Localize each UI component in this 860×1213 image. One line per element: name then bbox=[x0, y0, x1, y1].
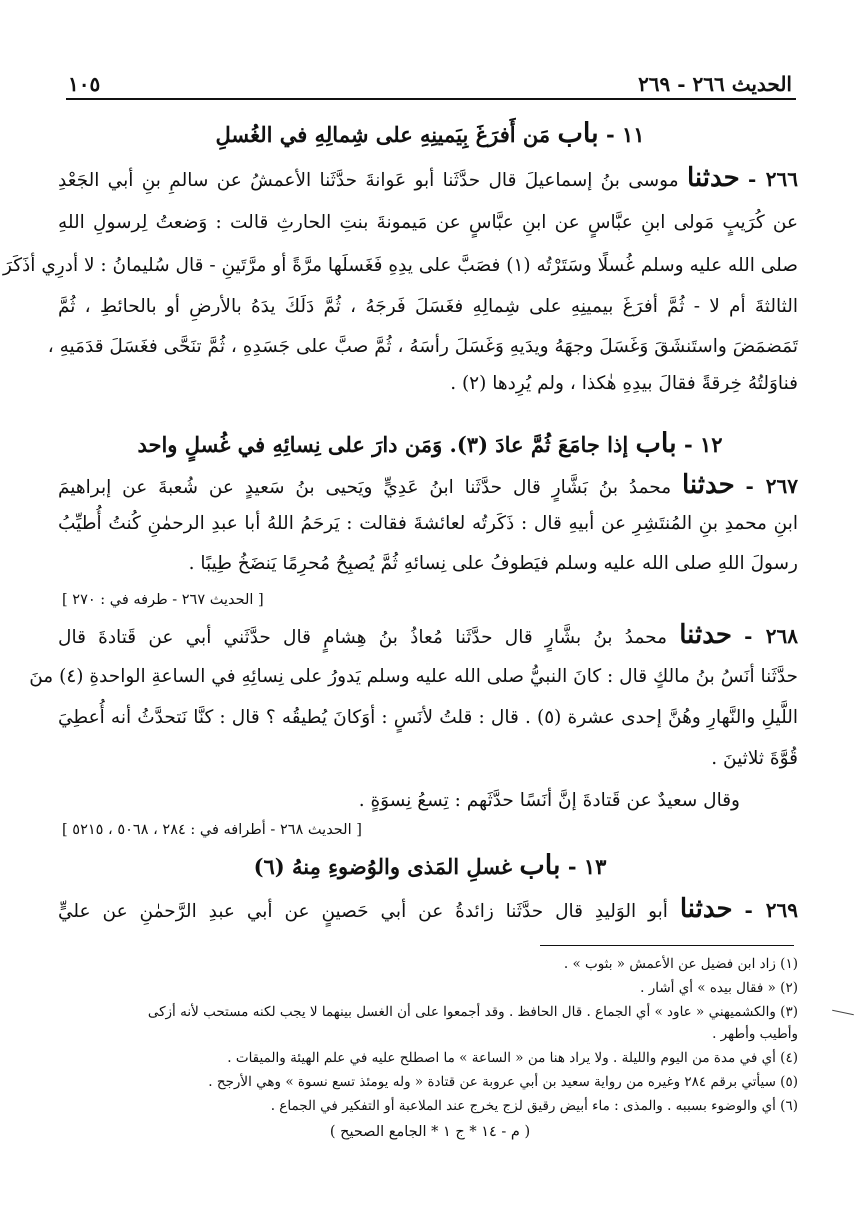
hadith-266-line-4: الثالثةَ أم لا - ثُمَّ أفرَغَ بيمينِهِ على شِمالِهِ فغَسَلَ فَرجَهُ ، ثُمَّ دَلَكَ يدَهُ بالأرضِ أو بالحائطِ ، ثُمَّ bbox=[58, 296, 798, 317]
chapter-number: ١١ - bbox=[605, 122, 645, 147]
footnote-5: (٥) سيأتي برقم ٢٨٤ وغيره من رواية سعيد بن أبي عروبة عن قتادة « وله يومئذ تسع نسوة » وهي الأرجح . bbox=[208, 1074, 798, 1090]
footnote-3-continued: وأطيب وأطهر . bbox=[712, 1026, 798, 1042]
hadith-268-line-2: حدَّثَنا أنَسُ بنُ مالكٍ قال : كانَ النبيُّ صلى الله عليه وسلم يَدورُ على نِسائِهِ في الساعةِ الواحدةِ (٤) منَ bbox=[29, 666, 798, 687]
footnote-4: (٤) أي في مدة من اليوم والليلة . ولا يراد هنا من « الساعة » ما اصطلح عليه في علم الهيئة والميقات . bbox=[227, 1050, 798, 1066]
haddathana-word: حدثنا bbox=[686, 163, 740, 193]
hadith-268-cross-reference: [ الحديث ٢٦٨ - أطرافه في : ٢٨٤ ، ٥٠٦٨ ، ٥٢١٥ ] bbox=[62, 822, 362, 838]
bab-label: باب bbox=[635, 428, 677, 459]
chapter-title: مَن أَفرَغَ بِيَمينِهِ على شِمالِهِ في الغُسلِ bbox=[215, 122, 551, 147]
running-title: الحديث ٢٦٦ - ٢٦٩ bbox=[638, 72, 792, 96]
page-number: ١٠٥ bbox=[68, 72, 101, 96]
haddathana-word: حدثنا bbox=[679, 894, 733, 924]
footnote-1: (١) زاد ابن فضيل عن الأعمش « بثوب » . bbox=[563, 956, 798, 972]
hadith-268-line-1 bbox=[58, 620, 798, 650]
footnote-2: (٢) « فقال بيده » أي أشار . bbox=[640, 980, 798, 996]
footnote-divider bbox=[540, 945, 794, 946]
printer-signature: ( م - ١٤ * ج ١ * الجامع الصحيح ) bbox=[329, 1124, 531, 1140]
hadith-number: ٢٦٨ - bbox=[744, 624, 798, 648]
hadith-266-line-5: تَمَضمَضَ واستَنشَقَ وَغَسَلَ وجهَهُ ويدَيهِ وَغَسَلَ رأسَهُ ، ثُمَّ صبَّ على جَسَدِهِ ، ثُمَّ تنَحَّى فغَسَلَ قدَمَيهِ ، bbox=[47, 336, 798, 357]
bab-label: باب bbox=[557, 118, 599, 149]
hadith-269-line-1 bbox=[58, 894, 798, 924]
chapter-number: ١٣ - bbox=[567, 854, 607, 879]
hadith-267-cross-reference: [ الحديث ٢٦٧ - طرفه في : ٢٧٠ ] bbox=[62, 592, 264, 608]
chapter-title: غسلِ المَذى والوُضوءِ مِنهُ (٦) bbox=[253, 854, 513, 879]
chapter-heading-13 bbox=[60, 850, 800, 881]
header-rule bbox=[66, 98, 796, 100]
hadith-267-line-3: رسولَ اللهِ صلى الله عليه وسلم فيَطوفُ على نِسائهِ ثُمَّ يُصبِحُ مُحرِمًا يَنضَخُ طِيبًا . bbox=[188, 553, 798, 574]
haddathana-word: حدثنا bbox=[681, 470, 735, 500]
hadith-number: ٢٦٩ - bbox=[744, 898, 798, 922]
hadith-266-line-2: عن كُرَيبٍ مَولى ابنِ عبَّاسٍ عن ابنِ عبَّاسٍ عن مَيمونةَ بنتِ الحارثِ قالت : وَضعتُ لِرسولِ اللهِ bbox=[58, 212, 798, 233]
hadith-266-line-6: فناوَلتُهُ خِرقةً فقالَ بيدِهِ هٰكذا ، ولم يُرِدها (٢) . bbox=[450, 373, 798, 394]
haddathana-word: حدثنا bbox=[679, 620, 732, 650]
page-header bbox=[68, 56, 792, 96]
footnote-3: (٣) والكشميهني « عاود » أي الجماع . قال الحافظ . وقد أجمعوا على أن الغسل بينهما لا يجب لكنه مستحب لأنه أزكى bbox=[147, 1004, 798, 1020]
hadith-267-line-2: ابنِ محمدِ بنِ المُنتَشِرِ عن أبيهِ قال : ذَكَرتُه لعائشةَ فقالت : يَرحَمُ اللهُ أبا عبدِ الرحمٰنِ كُنتُ أُطيِّبُ bbox=[58, 513, 798, 534]
footnote-6: (٦) أي والوضوء بسببه . والمذى : ماء أبيض رقيق لزج يخرج عند الملاعبة أو التفكير في الجماع . bbox=[270, 1098, 798, 1114]
hadith-266-line-1 bbox=[58, 163, 798, 193]
chapter-heading-12 bbox=[60, 428, 800, 459]
bab-label: باب bbox=[519, 850, 561, 881]
hadith-number: ٢٦٦ - bbox=[748, 167, 798, 191]
hadith-text: محمدُ بنُ بشَّارٍ قال حدَّثَنا مُعاذُ بنُ هِشامٍ قال حدَّثَني أبي عن قَتادةَ قال bbox=[58, 627, 668, 648]
hadith-266-line-3: صلى الله عليه وسلم غُسلًا وسَتَرْتُه (١) فصَبَّ على يدِهِ فَغَسلَها مرَّةً أو مرَّتَينِ - قال سُليمانُ : لا أدرِي أذَكَرَ bbox=[3, 255, 798, 276]
hadith-268-line-3: اللَّيلِ والنَّهارِ وهُنَّ إحدى عشرة (٥) . قال : قلتُ لأنَسٍ : أوَكانَ يُطيقُه ؟ قال : كنَّا نَتحدَّثُ أنه أُعطِيَ bbox=[58, 707, 798, 728]
chapter-number: ١٢ - bbox=[683, 432, 723, 457]
hadith-text: موسى بنُ إسماعيلَ قال حدَّثَنا أبو عَوانةَ حدَّثَنا الأعمشُ عن سالمِ بنِ أبي الجَعْدِ bbox=[58, 170, 679, 191]
hadith-text: أبو الوَليدِ قال حدَّثَنا زائدةُ عن أبي حَصينٍ عن أبي عبدِ الرَّحمٰنِ عن عليٍّ bbox=[58, 901, 668, 922]
margin-mark bbox=[832, 1010, 854, 1016]
hadith-number: ٢٦٧ - bbox=[745, 474, 798, 498]
chapter-title: إذا جامَعَ ثُمَّ عادَ (٣). وَمَن دارَ على نِسائِهِ في غُسلٍ واحد bbox=[137, 432, 629, 457]
hadith-267-line-1 bbox=[58, 470, 798, 500]
hadith-text: محمدُ بنُ بَشَّارٍ قال حدَّثَنا ابنُ عَدِيٍّ ويَحيى بنُ سَعيدٍ عن شُعبةَ عن إبراهيمَ bbox=[58, 477, 672, 498]
hadith-268-line-4: قُوَّةَ ثلاثينَ . bbox=[711, 748, 798, 769]
chapter-heading-11 bbox=[60, 118, 800, 149]
hadith-268-line-5: وقال سعيدٌ عن قَتادةَ إنَّ أنَسًا حدَّثَهم : تِسعُ نِسوَةٍ . bbox=[358, 790, 740, 811]
